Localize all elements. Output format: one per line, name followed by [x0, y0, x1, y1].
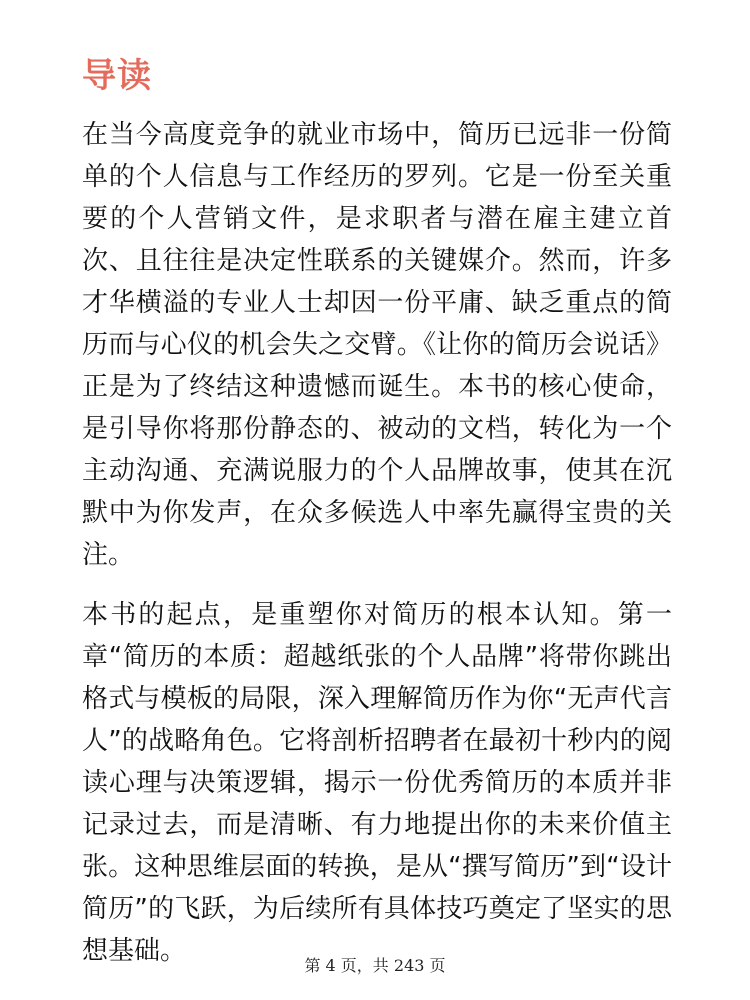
section-heading: 导读 [82, 56, 152, 96]
body-text [82, 114, 672, 990]
page-footer: 第 4 页，共 243 页 [304, 956, 446, 975]
paragraph-1: 在当今高度竞争的就业市场中，简历已远非一份简单的个人信息与工作经历的罗列。它是一份至关重要的个人营销文件，是求职者与潜在雇主建立首次、且往往是决定性联系的关键媒介。然而，许多才华横溢的专业人士却因一份平庸、缺乏重点的简历而与心仪的机会失之交臂。《让你的简历会说话》正是为了终结这种遗憾而诞生。本书的核心使命，是引导你将那份静态的、被动的文档，转化为一个主动沟通、充满说服力的个人品牌故事，使其在沉默中为你发声，在众多候选人中率先赢得宝贵的关注。 [82, 120, 672, 570]
paragraph-2: 本书的起点，是重塑你对简历的根本认知。第一章“简历的本质：超越纸张的个人品牌”将带你跳出格式与模板的局限，深入理解简历作为你“无声代言人”的战略角色。它将剖析招聘者在最初十秒内的阅读心理与决策逻辑，揭示一份优秀简历的本质并非记录过去，而是清晰、有力地提出你的未来价值主张。这种思维层面的转换，是从“撰写简历”到“设计简历”的飞跃，为后续所有具体技巧奠定了坚实的思想基础。 [82, 600, 672, 966]
